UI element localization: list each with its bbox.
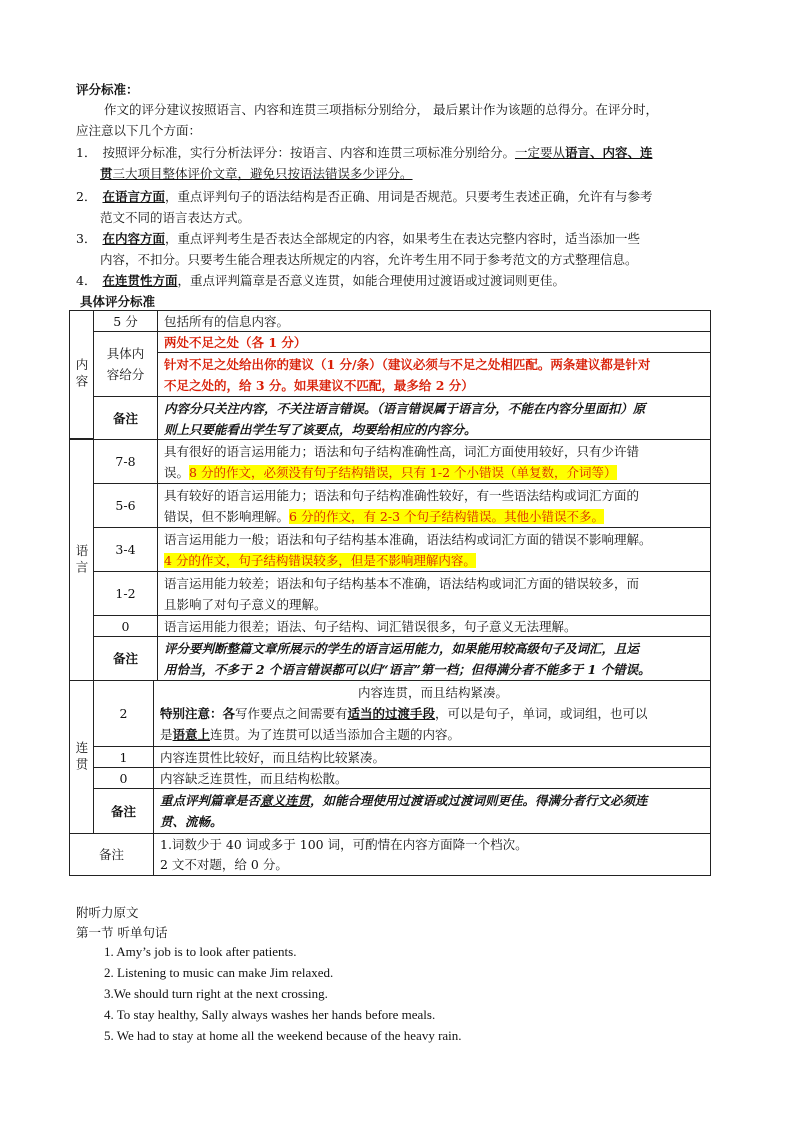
coherence-desc: 内容连贯性比较好，而且结构比较紧凑。 [153,746,711,768]
content-sub-row-1: 两处不足之处（各 1 分） [157,331,711,353]
highlight-note: 6 分的作文，有 2-3 个句子结构错误。其他小错误不多。 [289,509,605,524]
rule-number: 2． [76,189,97,204]
language-desc: 具有较好的语言运用能力；语法和句子结构准确性较好，有一些语法结构或词汇方面的 错误，但不影响理解。6 分的作文，有 2-3 个句子结构错误。其他小错误不多。 [157,483,711,528]
language-note-label: 备注 [93,636,158,681]
content-note: 内容分只关注内容，不关注语言错误。（语言错误属于语言分，不能在内容分里面扣）原 则上只要能看出学生写了该要点，均要给相应的内容分。 [157,396,711,440]
content-score-5-desc: 包括所有的信息内容。 [157,310,711,332]
rule-text: 三大项目整体评价文章，避免只按语法错误多少评分。 [112,166,413,181]
content-section-label: 内容 [69,310,94,439]
coherence-desc: 内容缺乏连贯性，而且结构松散。 [153,767,711,789]
rule-text: 一定要从 [514,145,565,160]
appendix-section: 第一节 听单句话 [76,925,168,940]
language-desc: 语言运用能力很差；语法、句子结构、词汇错误很多，句子意义无法理解。 [157,615,711,637]
scoring-table [69,310,711,876]
listening-sentence: 1. Amy’s job is to look after patients. [104,944,297,959]
rule-emphasis: 在连贯性方面 [102,273,178,288]
language-score: 0 [93,615,158,637]
coherence-note: 重点评判篇章是否意义连贯，如能合理使用过渡语或过渡词则更佳。得满分者行文必须连 贯、流畅。 [153,788,711,834]
rule-1 [76,142,653,163]
language-score: 7-8 [93,439,158,484]
intro-line-1: 作文的评分建议按照语言、内容和连贯三项指标分别给分， 最后累计作为该题的总得分。在评分时， [104,102,658,117]
listening-sentence: 4. To stay healthy, Sally always washes her hands before meals. [104,1007,436,1022]
listening-sentence: 2. Listening to music can make Jim relaxed. [104,965,334,980]
listening-sentence: 5. We had to stay at home all the weekend because of the heavy rain. [104,1028,462,1043]
coherence-score: 2 [93,680,154,747]
rule-number: 3． [76,231,97,246]
rule-2 [76,186,652,207]
coherence-note-label: 备注 [93,788,154,834]
language-score: 5-6 [93,483,158,528]
table-title: 具体评分标准 [80,294,156,309]
content-sub-label: 具体内容给分 [93,331,158,397]
rule-emphasis: 在内容方面 [102,231,165,246]
coherence-score: 0 [93,767,154,789]
rule-text: 按照评分标准，实行分析法评分：按语言、内容和连贯三项标准分别给分。 [102,145,515,160]
rule-text: ，重点评判篇章是否意义连贯，如能合理使用过渡语或过渡词则更佳。 [177,273,565,288]
coherence-desc: 内容连贯，而且结构紧凑。 特别注意：各写作要点之间需要有适当的过渡手段，可以是句子，单词，或词组，也可以 是语意上连贯。为了连贯可以适当添加合主题的内容。 [153,680,711,747]
language-score: 1-2 [93,571,158,616]
rule-text: ，重点评判句子的语法结构是否正确、用词是否规范。只要考生表述正确，允许有与参考 [164,189,653,204]
content-score-5: 5 分 [93,310,158,332]
rule-2-cont: 范文不同的语言表达方式。 [100,210,251,225]
final-note-label: 备注 [69,833,154,876]
rule-emphasis: 贯 [100,166,113,181]
highlight-note: 4 分的作文，句子结构错误较多，但是不影响理解内容。 [164,553,476,568]
content-note-label: 备注 [93,396,158,440]
rule-number: 1． [76,145,97,160]
rule-4 [76,270,565,291]
rule-emphasis: 语言、内容、连 [564,145,653,160]
intro-line-2: 应注意以下几个方面： [76,123,202,138]
appendix-title: 附听力原文 [76,905,139,920]
rule-number: 4． [76,273,97,288]
language-desc: 具有很好的语言运用能力；语法和句子结构准确性高，词汇方面使用较好，只有少许错 误。8 分的作文，必须没有句子结构错误，只有 1-2 个小错误（单复数，介词等） [157,439,711,484]
language-note: 评分要判断整篇文章所展示的学生的语言运用能力，如果能用较高级句子及词汇，且运 用恰当，不多于 2 个语言错误都可以归“语言”第一档；但得满分者不能多于 1 个错误。 [157,636,711,681]
coherence-section-label: 连贯 [69,680,94,834]
content-sub-row-2: 针对不足之处给出你的建议（1 分/条）（建议必须与不足之处相匹配。两条建议都是针对 不足之处的，给 3 分。如果建议不匹配，最多给 2 分） [157,352,711,397]
rule-text: ，重点评判考生是否表达全部规定的内容，如果考生在表达完整内容时，适当添加一些 [164,231,640,246]
rule-emphasis: 在语言方面 [102,189,165,204]
final-note: 1.词数少于 40 词或多于 100 词，可酌情在内容方面降一个档次。 2 文不对题，给 0 分。 [153,833,711,876]
language-score: 3-4 [93,527,158,572]
highlight-note: 8 分的作文，必须没有句子结构错误，只有 1-2 个小错误（单复数，介词等） [189,465,617,480]
rule-3 [76,228,640,249]
coherence-score: 1 [93,746,154,768]
language-desc: 语言运用能力较差；语法和句子结构基本不准确，语法结构或词汇方面的错误较多，而 且影响了对句子意义的理解。 [157,571,711,616]
rule-1-cont [100,163,413,184]
language-desc: 语言运用能力一般；语法和句子结构基本准确，语法结构或词汇方面的错误不影响理解。 4 分的作文，句子结构错误较多，但是不影响理解内容。 [157,527,711,572]
section-title: 评分标准： [76,82,139,97]
language-section-label: 语言 [69,439,94,681]
listening-sentence: 3.We should turn right at the next crossing. [104,986,328,1001]
rule-3-cont: 内容，不扣分。只要考生能合理表达所规定的内容，允许考生用不同于参考范文的方式整理信息。 [100,252,638,267]
